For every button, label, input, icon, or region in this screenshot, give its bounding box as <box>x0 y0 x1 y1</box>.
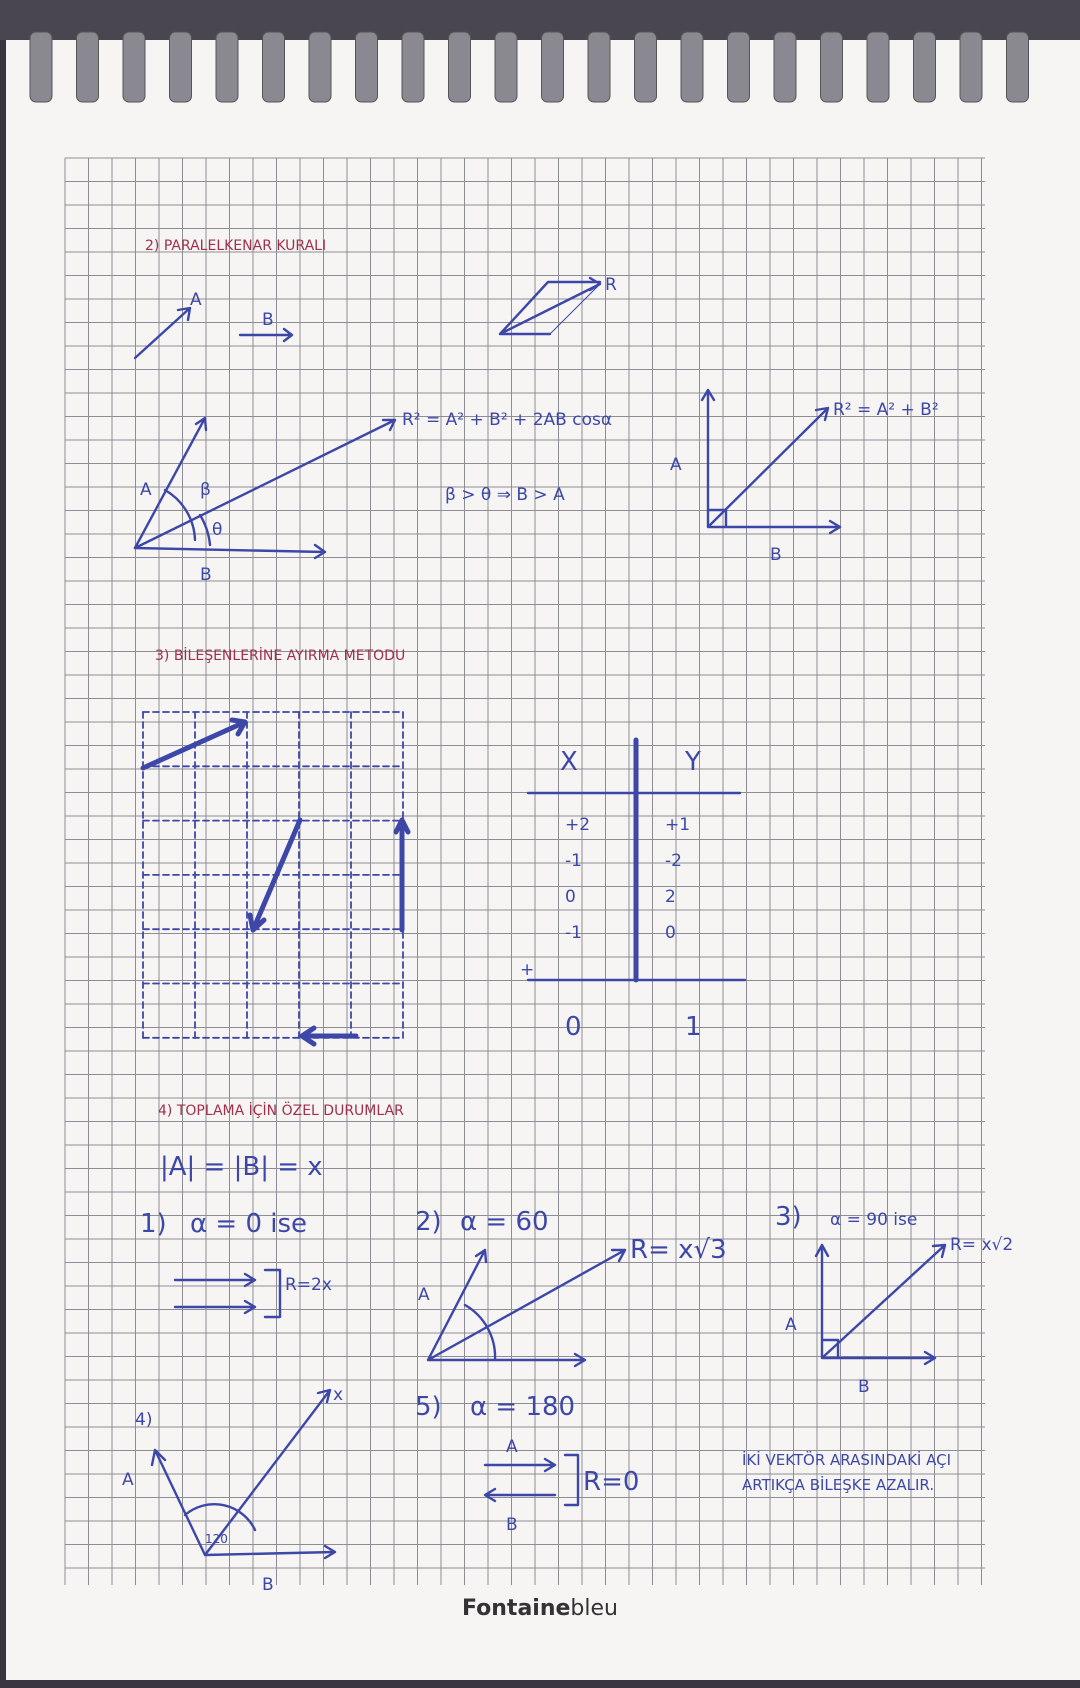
svg-text:1): 1) <box>140 1209 167 1239</box>
section4-title: 4) TOPLAMA İÇİN ÖZEL DURUMLAR <box>158 1103 404 1119</box>
formula-general: R² = A² + B² + 2AB cosα <box>402 410 613 430</box>
table-cell-y: 0 <box>665 923 676 943</box>
svg-text:x: x <box>333 1385 344 1405</box>
components-table <box>520 740 745 1042</box>
svg-text:R= x√2: R= x√2 <box>950 1235 1014 1255</box>
magnitude-equation: |A| = |B| = x <box>160 1152 323 1182</box>
general-resultant-diagram <box>135 410 612 585</box>
svg-text:120: 120 <box>205 1532 228 1546</box>
svg-text:R: R <box>605 275 617 295</box>
table-cell-y: -2 <box>665 851 682 871</box>
svg-text:β: β <box>200 480 211 500</box>
svg-text:A: A <box>122 1470 134 1490</box>
svg-text:B: B <box>262 310 274 330</box>
section3-title: 3) BİLEŞENLERİNE AYIRMA METODU <box>155 648 406 664</box>
case-3 <box>775 1202 1013 1397</box>
table-cell-y: +1 <box>665 815 691 835</box>
svg-text:α = 0 ise: α = 0 ise <box>190 1209 308 1239</box>
svg-text:4): 4) <box>135 1410 153 1430</box>
svg-text:A: A <box>140 480 152 500</box>
section2-title: 2) PARALELKENAR KURALI <box>145 238 327 254</box>
svg-text:R=0: R=0 <box>583 1467 640 1497</box>
svg-text:B: B <box>200 565 212 585</box>
svg-text:A: A <box>670 455 682 475</box>
svg-text:A: A <box>190 290 202 310</box>
grid-paper <box>65 158 985 1585</box>
table-header-y: Y <box>685 747 701 777</box>
svg-text:α = 60: α = 60 <box>460 1207 549 1237</box>
svg-text:3): 3) <box>775 1202 802 1232</box>
table-cell-x: -1 <box>565 923 582 943</box>
total-x: 0 <box>565 1012 582 1042</box>
svg-text:B: B <box>262 1575 274 1595</box>
svg-text:R= x√3: R= x√3 <box>630 1235 727 1265</box>
svg-text:α = 90 ise: α = 90 ise <box>830 1210 918 1230</box>
svg-text:5): 5) <box>415 1392 442 1422</box>
svg-text:A: A <box>785 1315 797 1335</box>
svg-text:2): 2) <box>415 1207 442 1237</box>
table-sign: + <box>520 960 535 980</box>
svg-text:R=2x: R=2x <box>285 1275 332 1295</box>
note-line-1: İKİ VEKTÖR ARASINDAKİ AÇI <box>742 1451 951 1469</box>
note-line-2: ARTIKÇA BİLEŞKE AZALIR. <box>742 1476 935 1494</box>
inequality: β > θ ⇒ B > A <box>445 485 565 505</box>
total-y: 1 <box>685 1012 702 1042</box>
table-header-x: X <box>560 747 578 777</box>
svg-text:θ: θ <box>212 520 223 540</box>
table-cell-x: -1 <box>565 851 582 871</box>
table-cell-x: +2 <box>565 815 591 835</box>
case-4 <box>122 1385 343 1595</box>
svg-text:A: A <box>506 1437 518 1457</box>
svg-text:B: B <box>770 545 782 565</box>
svg-text:A: A <box>418 1285 430 1305</box>
table-cell-x: 0 <box>565 887 576 907</box>
table-cell-y: 2 <box>665 887 676 907</box>
formula-right: R² = A² + B² <box>833 400 939 420</box>
svg-text:B: B <box>858 1377 870 1397</box>
svg-text:α = 180: α = 180 <box>470 1392 576 1422</box>
notebook-brand: Fontainebleu <box>462 1596 618 1621</box>
svg-text:B: B <box>506 1515 518 1535</box>
